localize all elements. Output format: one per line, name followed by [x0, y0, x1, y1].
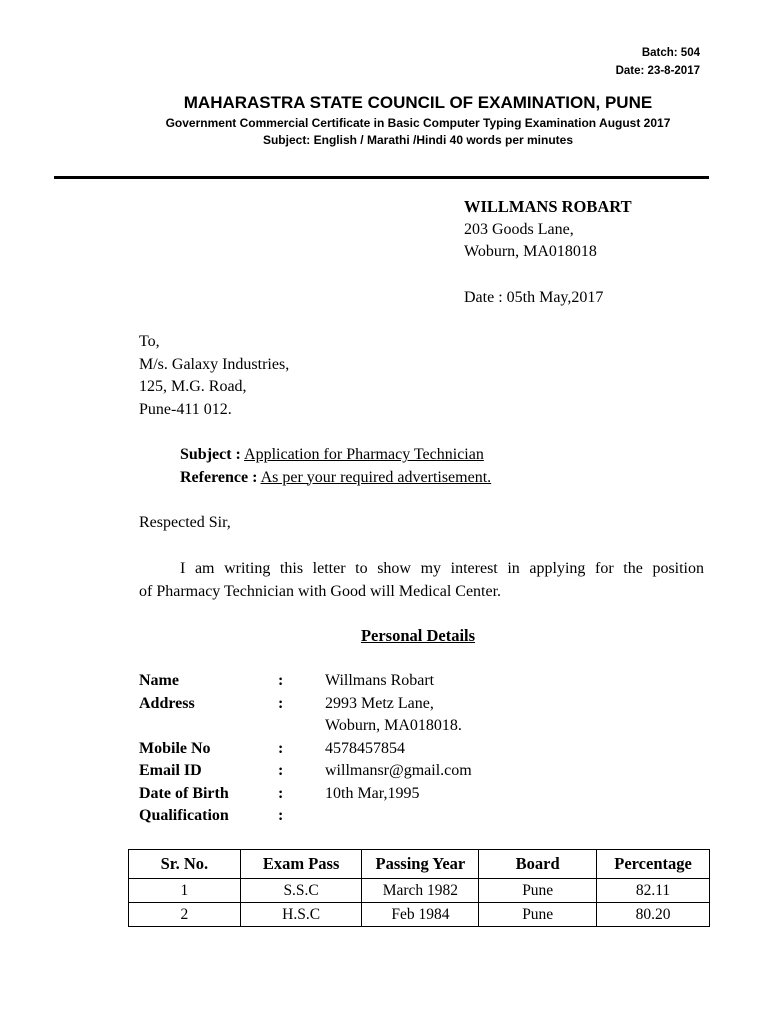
table-cell: Pune: [479, 879, 597, 903]
recipient-company: M/s. Galaxy Industries,: [139, 355, 290, 373]
detail-label: Qualification: [139, 807, 229, 824]
council-title: MAHARASTRA STATE COUNCIL OF EXAMINATION, PUNE: [183, 93, 653, 112]
subject-block: [180, 444, 491, 489]
subject-value: Application for Pharmacy Technician: [244, 446, 484, 463]
detail-value: 10th Mar,1995: [325, 784, 420, 802]
column-header: Passing Year: [362, 850, 479, 879]
table-cell: H.S.C: [240, 903, 362, 927]
detail-row-address-cont: [139, 715, 699, 738]
detail-separator: :: [278, 807, 284, 824]
detail-label: Mobile No: [139, 739, 211, 757]
detail-value: 2993 Metz Lane,: [325, 694, 434, 712]
recipient-block: [139, 331, 289, 421]
detail-label: Name: [139, 672, 179, 689]
detail-separator: :: [278, 762, 284, 779]
sender-block: [464, 196, 632, 264]
letter-date: Date : 05th May,2017: [464, 289, 604, 306]
recipient-address-line2: Pune-411 012.: [139, 400, 232, 418]
batch-info: [616, 44, 700, 80]
detail-separator: :: [278, 739, 284, 757]
table-cell: 80.20: [597, 903, 710, 927]
reference-value: As per your required advertisement.: [260, 468, 492, 486]
sender-address-line1: 203 Goods Lane,: [464, 220, 574, 238]
sender-address-line2: Woburn, MA018018: [464, 243, 597, 260]
column-header: Exam Pass: [240, 850, 362, 879]
subject-label: Subject :: [180, 446, 241, 463]
detail-value: willmansr@gmail.com: [325, 762, 472, 779]
detail-value: Willmans Robart: [325, 672, 435, 689]
detail-label: Email ID: [139, 762, 202, 779]
detail-row-mobile: [139, 738, 699, 761]
table-cell: March 1982: [362, 879, 479, 903]
subject-row: [180, 444, 491, 467]
qualification-table: [128, 849, 710, 927]
header-divider: [54, 176, 709, 179]
body-line-2: of Pharmacy Technician with Good will Medical Center.: [139, 582, 502, 600]
recipient-to: To,: [139, 333, 160, 350]
column-header: Percentage: [597, 850, 710, 879]
detail-row-qualification: [139, 805, 699, 828]
table-row: [129, 903, 710, 927]
reference-row: [180, 467, 491, 490]
detail-value: 4578457854: [325, 739, 405, 757]
table-header-row: [129, 850, 710, 879]
exam-subject-line: Subject: English / Marathi /Hindi 40 words per minutes: [262, 133, 574, 147]
detail-row-email: [139, 760, 699, 783]
column-header: Sr. No.: [129, 850, 241, 879]
salutation: Respected Sir,: [139, 514, 231, 531]
table-cell: 1: [129, 879, 241, 903]
body-paragraph: [139, 558, 704, 603]
table-cell: 82.11: [597, 879, 710, 903]
detail-row-name: [139, 670, 699, 693]
sender-name: WILLMANS ROBART: [464, 197, 632, 216]
table-cell: Pune: [479, 903, 597, 927]
table-cell: 2: [129, 903, 241, 927]
detail-separator: :: [278, 672, 284, 689]
detail-value: Woburn, MA018018.: [325, 717, 462, 734]
detail-row-dob: [139, 783, 699, 806]
certificate-line: Government Commercial Certificate in Basic Computer Typing Examination August 2017: [165, 116, 671, 130]
body-line-1: I am writing this letter to show my interest in applying for the position: [180, 560, 704, 577]
detail-label: Address: [139, 694, 195, 712]
batch-date: Date: 23-8-2017: [615, 65, 700, 77]
column-header: Board: [479, 850, 597, 879]
personal-details-list: [139, 670, 699, 828]
reference-label: Reference :: [180, 468, 258, 486]
detail-separator: :: [278, 694, 284, 712]
detail-separator: :: [278, 784, 284, 802]
personal-details-heading: Personal Details: [360, 626, 476, 645]
table-row: [129, 879, 710, 903]
detail-label: Date of Birth: [139, 784, 229, 802]
table-cell: Feb 1984: [362, 903, 479, 927]
batch-number: Batch: 504: [641, 47, 700, 59]
detail-row-address: [139, 693, 699, 716]
table-cell: S.S.C: [240, 879, 362, 903]
recipient-address-line1: 125, M.G. Road,: [139, 378, 247, 395]
